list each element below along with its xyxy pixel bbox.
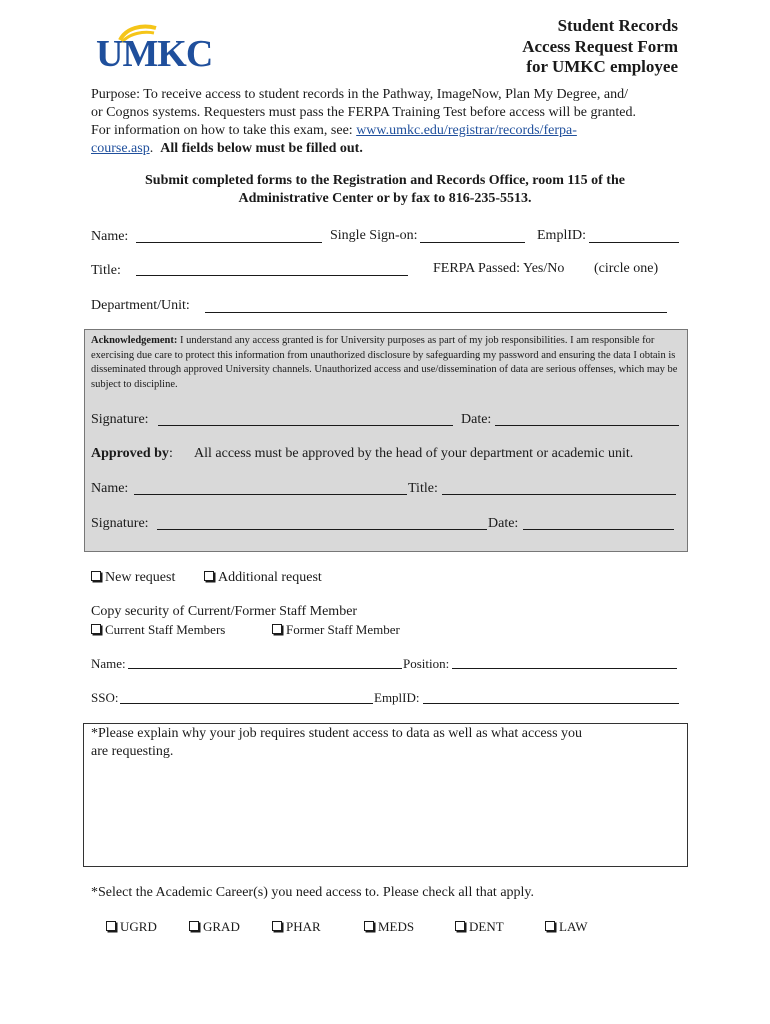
explanation-prompt [91, 725, 651, 761]
ferpa-course-link-cont[interactable]: course.asp [91, 141, 150, 156]
approved-by-line [91, 446, 173, 462]
umkc-logo [96, 22, 213, 75]
current-staff-option[interactable] [91, 622, 225, 638]
department-label: Department/Unit: [91, 298, 190, 313]
emplid-field[interactable] [589, 242, 679, 243]
name-label: Name: [91, 229, 129, 244]
form-title [522, 16, 678, 78]
meds-label: MEDS [378, 919, 415, 934]
purpose-paragraph [91, 86, 691, 158]
copy-position-label: Position: [403, 656, 450, 671]
approver-name-label: Name: [91, 481, 129, 496]
purpose-line-1: Purpose: To receive access to student records in the Pathway, ImageNow, Plan My Degree, and/ [91, 87, 628, 102]
logo-text: UMKC [96, 33, 213, 75]
title-label: Title: [91, 263, 121, 278]
copy-security-heading: Copy security of Current/Former Staff Member [91, 604, 358, 619]
new-request-checkbox[interactable] [91, 571, 101, 581]
ferpa-passed-label[interactable]: FERPA Passed: Yes/No [433, 261, 565, 276]
dent-label: DENT [469, 919, 504, 934]
approver-date-label: Date: [488, 516, 519, 531]
new-request-option[interactable] [91, 570, 175, 586]
approved-by-colon: : [168, 446, 173, 461]
title-line-2: Access Request Form [522, 36, 678, 56]
current-staff-checkbox[interactable] [91, 624, 101, 634]
title-line-3: for UMKC employee [526, 57, 678, 76]
explanation-line-2: are requesting. [91, 744, 174, 759]
phar-checkbox[interactable] [272, 921, 282, 931]
acknowledgement-label: Acknowledgement: [91, 335, 178, 346]
additional-request-checkbox[interactable] [204, 571, 214, 581]
approved-by-text: All access must be approved by the head of your department or academic unit. [194, 446, 634, 461]
copy-position-field[interactable] [452, 668, 677, 669]
purpose-text-3: For information on how to take this exam, see: [91, 123, 357, 138]
meds-checkbox[interactable] [364, 921, 374, 931]
copy-name-label: Name: [91, 656, 126, 671]
acknowledgement-body: I understand any access granted is for University purposes as part of my job responsibilities. I am responsible for exercising due care to protect this information from unauthorized disclosure by safeguarding my password and ensuring the data I obtain is disseminated through approved University channels. Unauthorized access and use/dissemination of data are serious offenses, which may be subject to discipline. [91, 335, 678, 390]
copy-sso-field[interactable] [120, 703, 373, 704]
grad-label: GRAD [203, 919, 240, 934]
purpose-line-4 [91, 140, 691, 158]
submit-line-2: Administrative Center or by fax to 816-235-5513. [238, 191, 532, 206]
career-prompt: *Select the Academic Career(s) you need access to. Please check all that apply. [91, 885, 535, 900]
new-request-label: New request [105, 570, 176, 585]
copy-emplid-field[interactable] [423, 703, 679, 704]
law-checkbox[interactable] [545, 921, 555, 931]
law-label: LAW [559, 919, 588, 934]
purpose-line-3 [91, 122, 691, 140]
grad-checkbox[interactable] [189, 921, 199, 931]
date-field[interactable] [495, 425, 679, 426]
purpose-required-notice: All fields below must be filled out. [160, 141, 363, 156]
ugrd-checkbox[interactable] [106, 921, 116, 931]
current-staff-label: Current Staff Members [105, 622, 226, 637]
name-field[interactable] [136, 242, 322, 243]
approver-name-field[interactable] [134, 494, 407, 495]
approver-signature-field[interactable] [157, 529, 487, 530]
additional-request-label: Additional request [218, 570, 322, 585]
career-option-phar[interactable] [272, 919, 321, 935]
former-staff-label: Former Staff Member [286, 622, 400, 637]
career-option-grad[interactable] [189, 919, 240, 935]
career-option-dent[interactable] [455, 919, 504, 935]
approver-title-field[interactable] [442, 494, 676, 495]
former-staff-option[interactable] [272, 622, 400, 638]
phar-label: PHAR [286, 919, 321, 934]
signature-label: Signature: [91, 412, 149, 427]
signature-field[interactable] [158, 425, 453, 426]
acknowledgement-text [91, 334, 683, 392]
ugrd-label: UGRD [120, 919, 157, 934]
sso-label: Single Sign-on: [330, 228, 418, 243]
submit-instructions [90, 172, 680, 208]
date-label: Date: [461, 412, 492, 427]
career-option-ugrd[interactable] [106, 919, 157, 935]
career-option-meds[interactable] [364, 919, 414, 935]
dent-checkbox[interactable] [455, 921, 465, 931]
purpose-period: . [149, 141, 154, 156]
sso-field[interactable] [420, 242, 525, 243]
title-field[interactable] [136, 275, 408, 276]
approver-date-field[interactable] [523, 529, 674, 530]
career-option-law[interactable] [545, 919, 588, 935]
approved-by-label: Approved by [91, 446, 169, 461]
approver-signature-label: Signature: [91, 516, 149, 531]
approver-title-label: Title: [408, 481, 438, 496]
purpose-line-2: or Cognos systems. Requesters must pass the FERPA Training Test before access will be granted. [91, 105, 636, 120]
ferpa-course-link[interactable]: www.umkc.edu/registrar/records/ferpa- [356, 123, 577, 138]
copy-name-field[interactable] [128, 668, 402, 669]
emplid-label: EmplID: [537, 228, 586, 243]
former-staff-checkbox[interactable] [272, 624, 282, 634]
department-field[interactable] [205, 312, 667, 313]
explanation-line-1: *Please explain why your job requires student access to data as well as what access you [91, 726, 583, 741]
title-line-1: Student Records [557, 16, 678, 35]
additional-request-option[interactable] [204, 570, 322, 586]
copy-emplid-label: EmplID: [374, 690, 420, 705]
circle-one-hint: (circle one) [594, 261, 659, 276]
copy-sso-label: SSO: [91, 690, 119, 705]
submit-line-1: Submit completed forms to the Registration and Records Office, room 115 of the [145, 173, 625, 188]
